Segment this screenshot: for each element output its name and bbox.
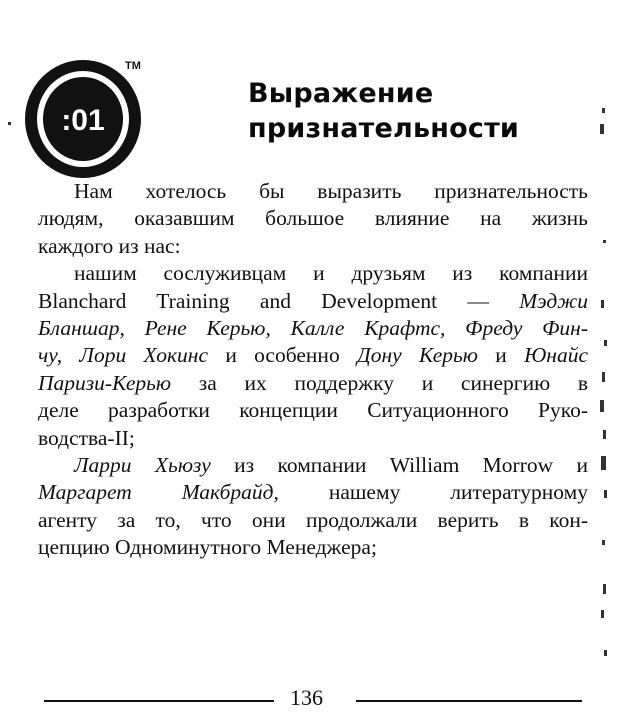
text-fragment: нашему литературному bbox=[278, 480, 588, 505]
text-line bbox=[38, 288, 588, 315]
person-name: Дону Керью bbox=[357, 343, 478, 368]
scan-speck bbox=[600, 124, 604, 134]
scan-speck bbox=[604, 340, 607, 346]
person-name: Ларри Хьюзу bbox=[74, 452, 211, 477]
body-text bbox=[38, 178, 588, 561]
page-title bbox=[248, 76, 519, 146]
person-name: Мэджи bbox=[519, 288, 588, 313]
scan-speck bbox=[603, 584, 606, 594]
scan-speck bbox=[601, 300, 604, 308]
scan-speck bbox=[600, 400, 604, 412]
person-name: Паризи-Керью bbox=[38, 370, 172, 395]
scan-speck bbox=[604, 490, 607, 498]
trademark-mark: TM bbox=[125, 60, 141, 72]
scan-speck bbox=[601, 456, 606, 470]
title-line-2: признательности bbox=[248, 113, 520, 144]
scan-speck bbox=[8, 122, 11, 125]
text-fragment: и bbox=[477, 343, 525, 368]
text-line: Бланшар, Рене Керью, Калле Крафтс, Фреду Фин- bbox=[38, 315, 588, 340]
title-line-1: Выражение bbox=[248, 78, 434, 109]
scan-speck bbox=[603, 240, 606, 243]
scan-speck bbox=[604, 650, 607, 656]
text-line: агенту за то, что они продолжали верить в кон- bbox=[38, 507, 588, 532]
text-fragment: и особенно bbox=[208, 343, 358, 368]
text-line bbox=[38, 370, 588, 397]
text-line: деле разработки концепции Ситуационного Руко- bbox=[38, 398, 588, 423]
text-fragment: из компании William Morrow и bbox=[210, 452, 588, 477]
scan-speck bbox=[602, 108, 605, 113]
text-line: водства-II; bbox=[38, 425, 135, 450]
text-fragment: Blanchard Training and Development — bbox=[38, 288, 520, 313]
text-fragment: за их поддержку и синергию в bbox=[171, 370, 588, 395]
text-line: людям, оказавшим большое влияние на жизнь bbox=[38, 206, 588, 231]
scan-speck bbox=[602, 540, 605, 545]
scan-speck bbox=[602, 372, 605, 382]
text-line bbox=[38, 479, 588, 506]
text-line: нашим сослуживцам и друзьям из компании bbox=[74, 261, 588, 286]
text-line: Нам хотелось бы выразить признательность bbox=[74, 179, 588, 203]
scan-speck bbox=[601, 610, 604, 618]
book-logo-icon bbox=[22, 58, 144, 180]
footer-rule-left bbox=[44, 700, 274, 702]
page-number: 136 bbox=[290, 685, 323, 710]
text-line: каждого из нас: bbox=[38, 233, 181, 258]
person-name: чу, Лори Хокинс bbox=[38, 343, 209, 368]
scan-speck bbox=[603, 430, 606, 439]
person-name: Маргарет Макбрайд, bbox=[38, 480, 279, 505]
logo-label: :01 bbox=[61, 104, 105, 137]
person-name: Юнайс bbox=[524, 343, 588, 368]
text-line bbox=[38, 452, 588, 479]
footer-rule-right bbox=[356, 700, 582, 702]
text-line: цепцию Одноминутного Менеджера; bbox=[38, 535, 377, 560]
text-line bbox=[38, 342, 588, 369]
